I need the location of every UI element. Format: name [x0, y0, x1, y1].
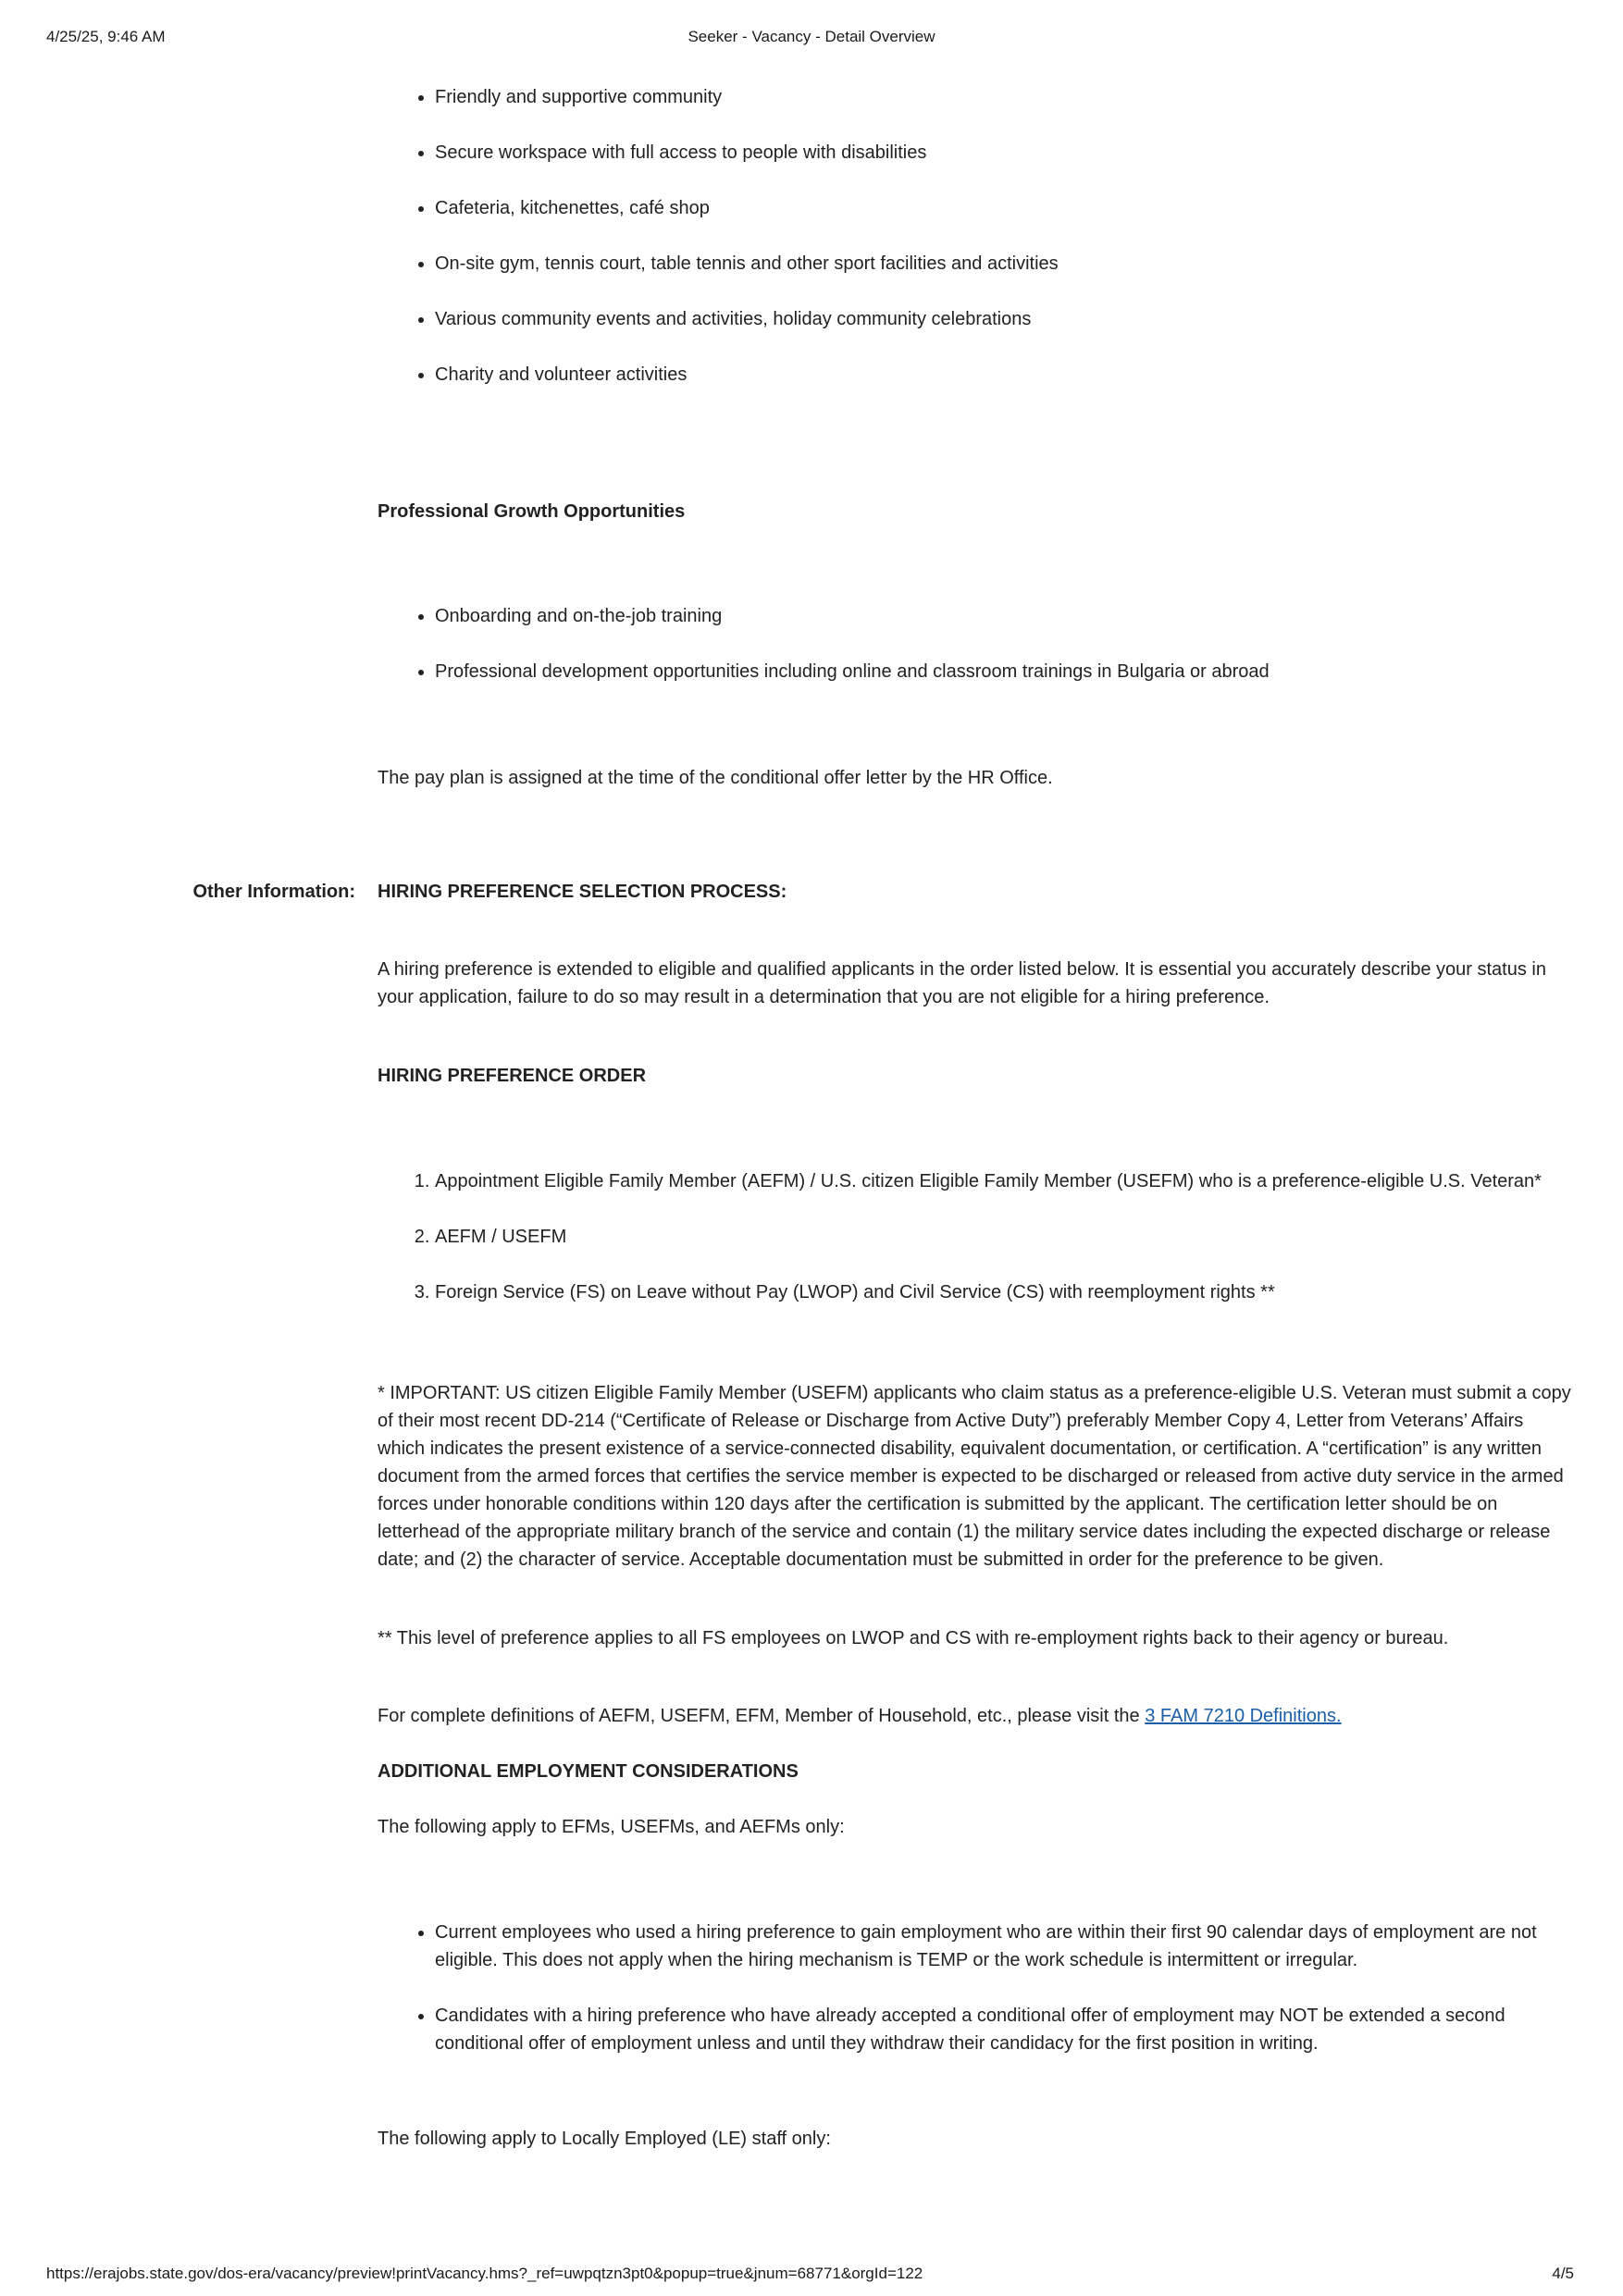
benefits-section	[378, 83, 1571, 389]
print-url: https://erajobs.state.gov/dos-era/vacancy/preview!printVacancy.hms?_ref=uwpqtzn3pt0&popup=true&jnum=68771&orgId=122	[46, 2265, 923, 2282]
print-datetime: 4/25/25, 9:46 AM	[46, 28, 166, 45]
important-note: * IMPORTANT: US citizen Eligible Family Member (USEFM) applicants who claim status as a preference-eligible U.S. Veteran must submit a copy of their most recent DD-214 (“Certificate of Release or Discharge from Active Duty”) preferably Member Copy 4, Letter from Veterans’ Affairs which indicates the present existence of a service-connected disability, equivalent documentation, or certification. A “certification” is any written document from the armed forces that certifies the service member is expected to be discharged or released from active duty service in the armed forces under honorable conditions within 120 days after the certification is submitted by the applicant. The certification letter should be on letterhead of the appropriate military branch of the service and contain (1) the military service dates including the expected discharge or release date; and (2) the character of service. Acceptable documentation must be submitted in order for the preference to be given.	[378, 1383, 1571, 1570]
preference-order-list	[378, 1167, 1571, 1306]
list-item: 1. Appointment Eligible Family Member (AEFM) / U.S. citizen Eligible Family Member (USEFM) who is a preference-eligible U.S. Veteran*	[435, 1167, 1571, 1195]
list-item: • On-site gym, tennis court, table tennis and other sport facilities and activities	[435, 250, 1571, 278]
other-information-label: Other Information:	[192, 882, 355, 902]
list-item: 3. Foreign Service (FS) on Leave without Pay (LWOP) and Civil Service (CS) with reemployment rights **	[435, 1278, 1571, 1306]
list-item: 2. AEFM / USEFM	[435, 1223, 1571, 1251]
print-title: Seeker - Vacancy - Detail Overview	[688, 28, 935, 45]
list-item: • Onboarding and on-the-job training	[435, 602, 1571, 630]
growth-list	[378, 602, 1571, 685]
list-item: • Friendly and supportive community	[435, 83, 1571, 111]
le-staff-intro: The following apply to Locally Employed (LE) staff only:	[378, 2129, 831, 2149]
efm-intro: The following apply to EFMs, USEFMs, and AEFMs only:	[378, 1817, 845, 1837]
page-number: 4/5	[1552, 2265, 1574, 2282]
hiring-preference-intro: A hiring preference is extended to eligible and qualified applicants in the order listed below. It is essential you accurately describe your status in your application, failure to do so may result in a determination that you are not eligible for a hiring preference.	[378, 959, 1546, 1007]
list-item: • Current employees who used a hiring preference to gain employment who are within their first 90 calendar days of employment are not eligible. This does not apply when the hiring mechanism is TEMP or the work schedule is intermittent or irregular.	[435, 1919, 1571, 1974]
growth-heading: Professional Growth Opportunities	[378, 501, 686, 522]
preference-order-heading: HIRING PREFERENCE ORDER	[378, 1066, 647, 1086]
fs-preference-note: ** This level of preference applies to all FS employees on LWOP and CS with re-employment rights back to their agency or bureau.	[378, 1628, 1449, 1648]
list-item: • Cafeteria, kitchenettes, café shop	[435, 194, 1571, 222]
list-item: • Various community events and activities, holiday community celebrations	[435, 305, 1571, 333]
preference-order-section	[378, 1167, 1571, 1306]
definitions-paragraph	[378, 1702, 1571, 1730]
benefits-list	[378, 83, 1571, 389]
fam-definitions-link[interactable]: 3 FAM 7210 Definitions.	[1145, 1706, 1342, 1726]
list-item: • Charity and volunteer activities	[435, 361, 1571, 389]
list-item: • Professional development opportunities including online and classroom trainings in Bulgaria or abroad	[435, 658, 1571, 685]
pay-plan-text: The pay plan is assigned at the time of the conditional offer letter by the HR Office.	[378, 768, 1053, 788]
list-item: • Candidates with a hiring preference who have already accepted a conditional offer of employment may NOT be extended a second conditional offer of employment unless and until they withdraw their candidacy for the first position in writing.	[435, 2002, 1571, 2057]
growth-section	[378, 602, 1571, 685]
list-item: • Secure workspace with full access to people with disabilities	[435, 139, 1571, 167]
definitions-text: For complete definitions of AEFM, USEFM, EFM, Member of Household, etc., please visit the	[378, 1706, 1140, 1726]
efm-list	[378, 1919, 1571, 2057]
additional-considerations-heading: ADDITIONAL EMPLOYMENT CONSIDERATIONS	[378, 1761, 799, 1782]
selection-process-heading: HIRING PREFERENCE SELECTION PROCESS:	[378, 882, 787, 902]
efm-section	[378, 1919, 1571, 2057]
